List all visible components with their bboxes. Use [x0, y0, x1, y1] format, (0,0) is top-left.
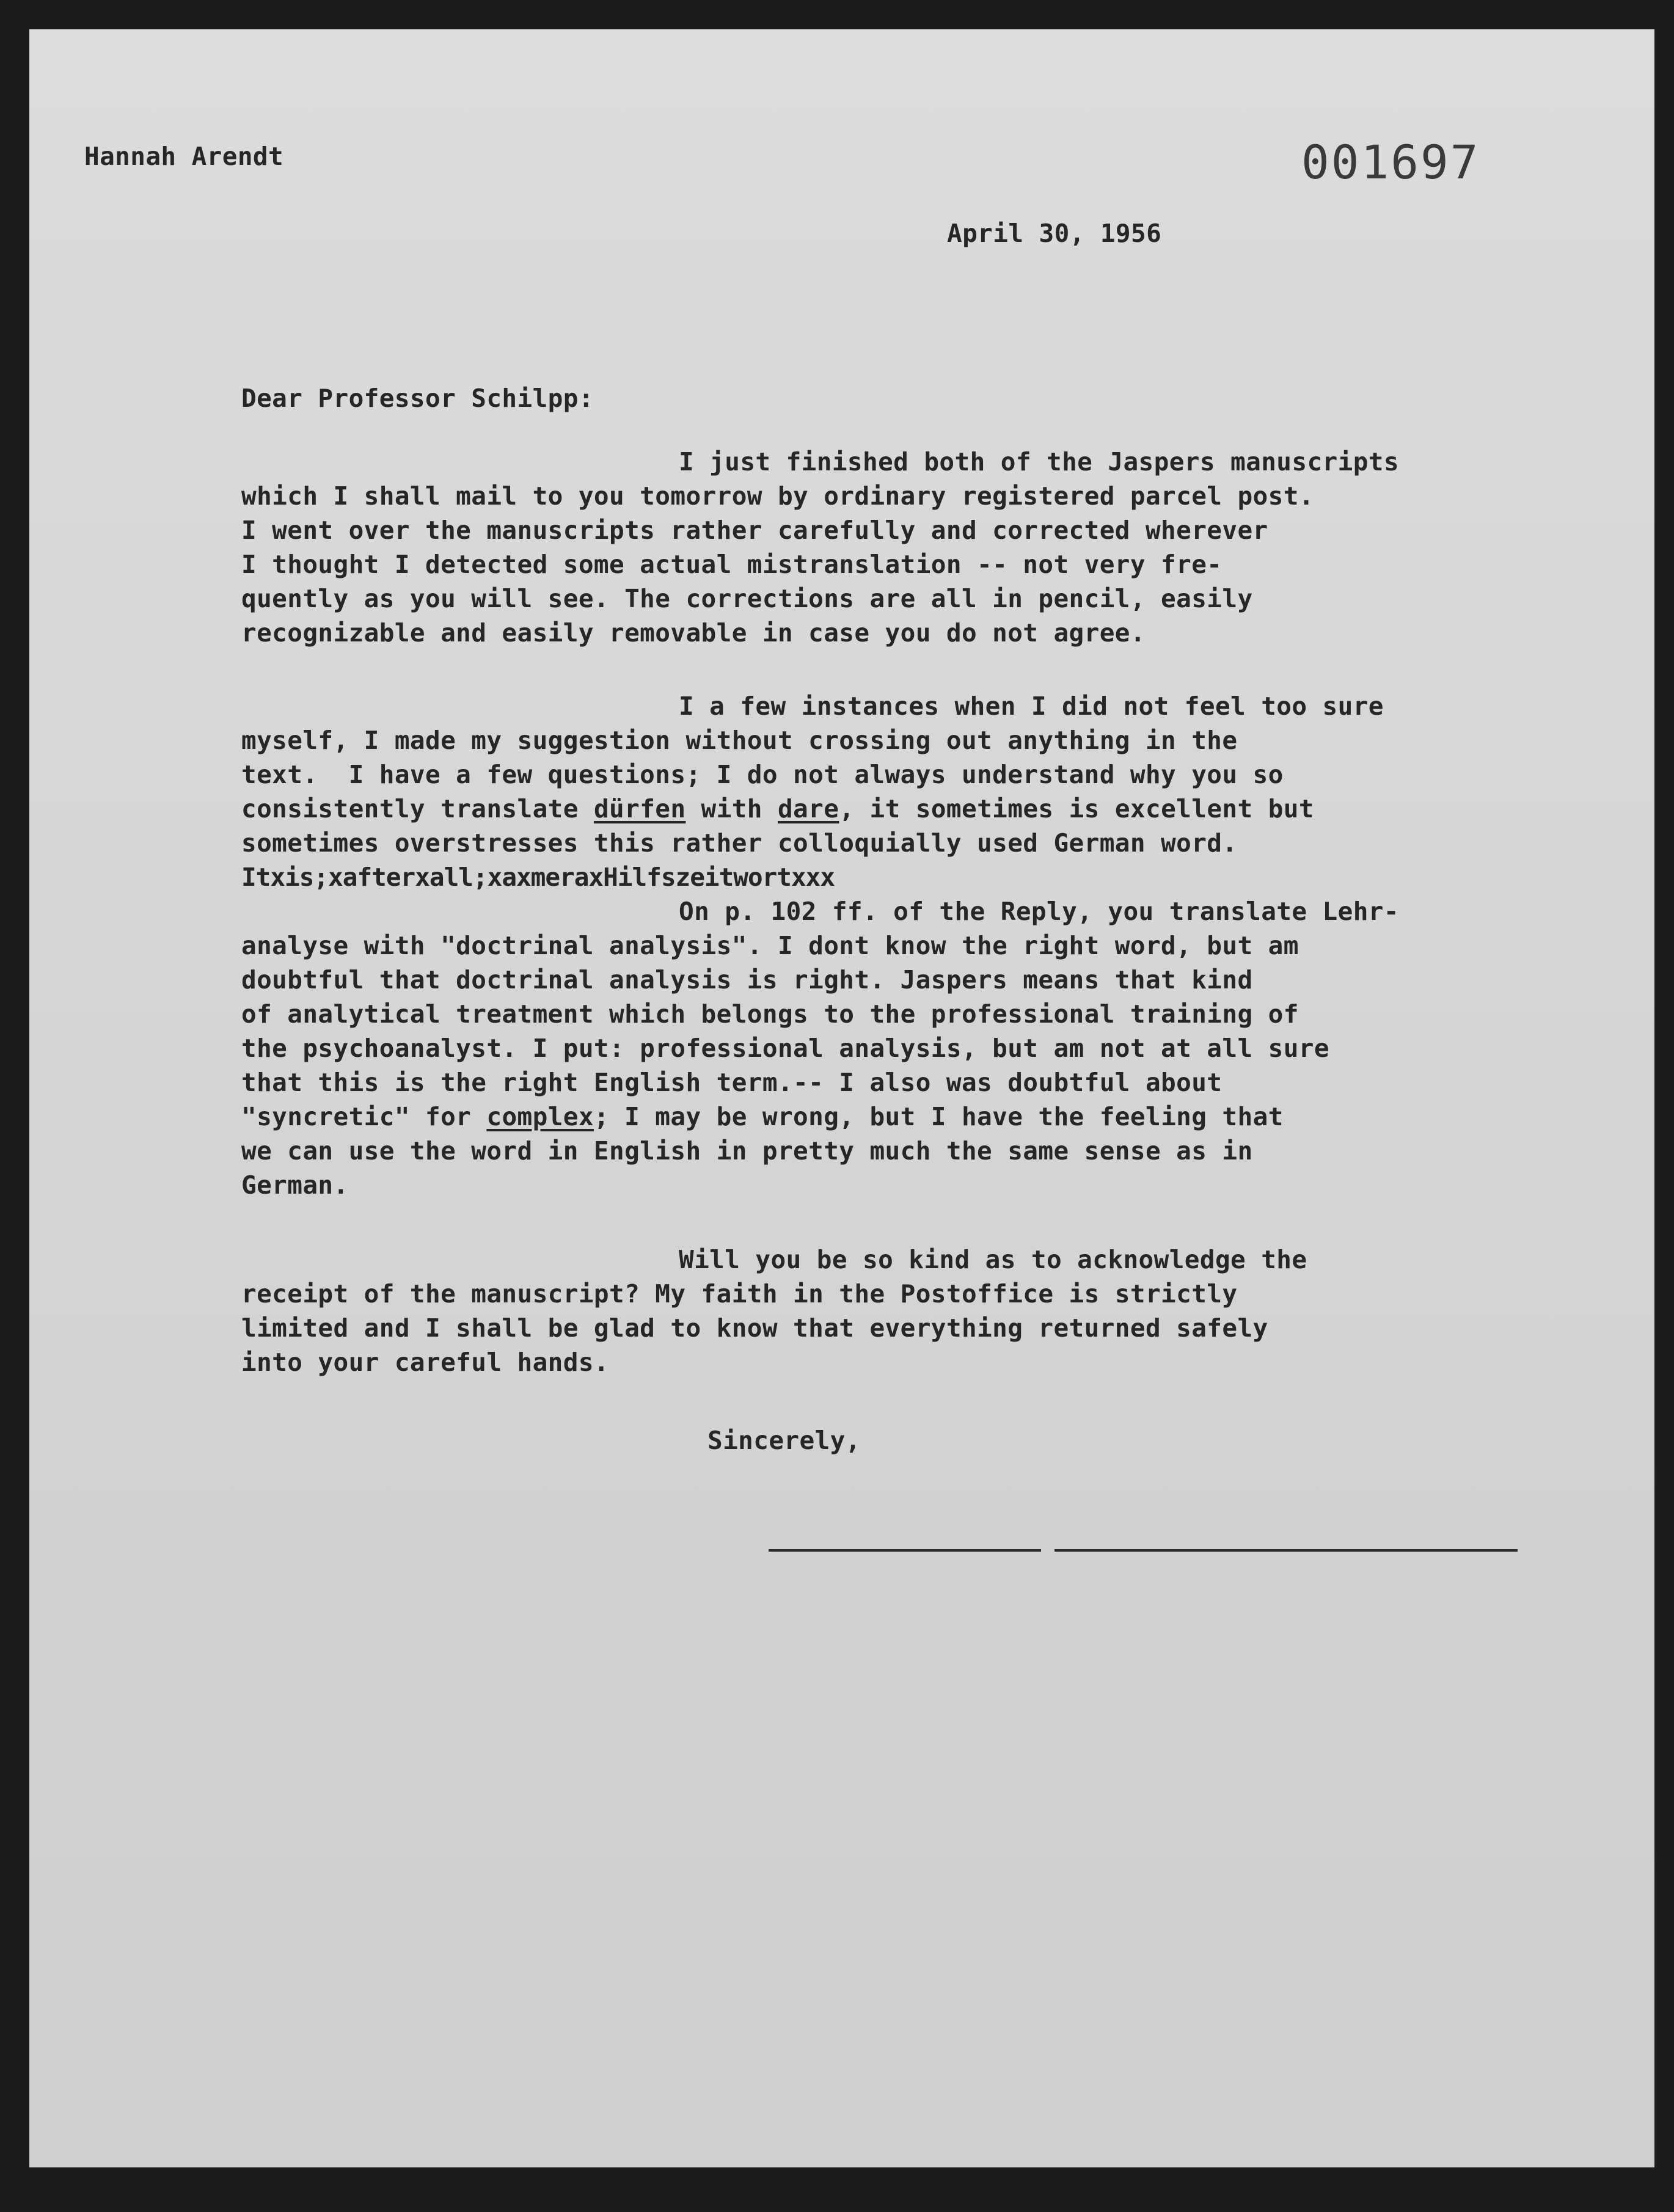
paragraph-line: receipt of the manuscript? My faith in the Postoffice is strictly [241, 1279, 1238, 1309]
paragraph-line [241, 1100, 1399, 1134]
paragraph-line: myself, I made my suggestion without crossing out anything in the [241, 726, 1238, 755]
underlined-word-complex: complex [486, 1102, 594, 1131]
paragraph-line: into your careful hands. [241, 1348, 610, 1377]
text-segment: ; I may be wrong, but I have the feeling that [593, 1102, 1284, 1131]
sender-name: Hannah Arendt [84, 142, 284, 171]
paragraph-1 [241, 445, 1399, 650]
paragraph-line: Will you be so kind as to acknowledge the [679, 1245, 1307, 1274]
text-segment: , it sometimes is excellent but [839, 794, 1314, 823]
paragraph-line: we can use the word in English in pretty much the same sense as in [241, 1136, 1253, 1166]
signature-line [1054, 1549, 1518, 1552]
salutation: Dear Professor Schilpp: [241, 384, 594, 413]
paragraph-line: text. I have a few questions; I do not always understand why you so [241, 760, 1284, 789]
paragraph-line: On p. 102 ff. of the Reply, you translate Lehr- [679, 897, 1399, 926]
paragraph-line [241, 792, 1384, 826]
paragraph-line: German. [241, 1170, 349, 1200]
text-segment: consistently translate [241, 794, 594, 823]
underlined-word-durfen: dürfen [593, 794, 686, 823]
paragraph-line: sometimes overstresses this rather colloquially used German word. [241, 828, 1238, 858]
struck-out-line: Itxis;xafterxall;xaxmeraxHilfszeitwortxxx [241, 863, 835, 892]
paragraph-line: which I shall mail to you tomorrow by ordinary registered parcel post. [241, 481, 1314, 511]
paragraph-line: quently as you will see. The corrections are all in pencil, easily [241, 584, 1253, 613]
paragraph-line: I a few instances when I did not feel too sure [679, 692, 1384, 721]
paragraph-line: I went over the manuscripts rather carefully and corrected wherever [241, 516, 1268, 545]
closing: Sincerely, [707, 1426, 861, 1455]
paragraph-line: of analytical treatment which belongs to the professional training of [241, 999, 1299, 1029]
paragraph-line: that this is the right English term.-- I also was doubtful about [241, 1068, 1223, 1097]
paragraph-line: analyse with "doctrinal analysis". I dont know the right word, but am [241, 931, 1299, 960]
paragraph-line: recognizable and easily removable in case you do not agree. [241, 618, 1146, 648]
paragraph-line: I just finished both of the Jaspers manuscripts [679, 447, 1399, 476]
paragraph-line: I thought I detected some actual mistranslation -- not very fre- [241, 550, 1223, 579]
paragraph-2 [241, 689, 1384, 894]
paragraph-4 [241, 1243, 1307, 1379]
paragraph-line: limited and I shall be glad to know that everything returned safely [241, 1313, 1268, 1343]
paragraph-line: doubtful that doctrinal analysis is right. Jaspers means that kind [241, 965, 1253, 995]
letter-date: April 30, 1956 [947, 219, 1162, 248]
archive-number: 001697 [1301, 135, 1480, 189]
paragraph-3 [241, 894, 1399, 1202]
underlined-word-dare: dare [777, 794, 839, 823]
text-segment: "syncretic" for [241, 1102, 487, 1131]
paragraph-line: the psychoanalyst. I put: professional analysis, but am not at all sure [241, 1034, 1329, 1063]
text-segment: with [685, 794, 778, 823]
signature-line [769, 1549, 1041, 1552]
